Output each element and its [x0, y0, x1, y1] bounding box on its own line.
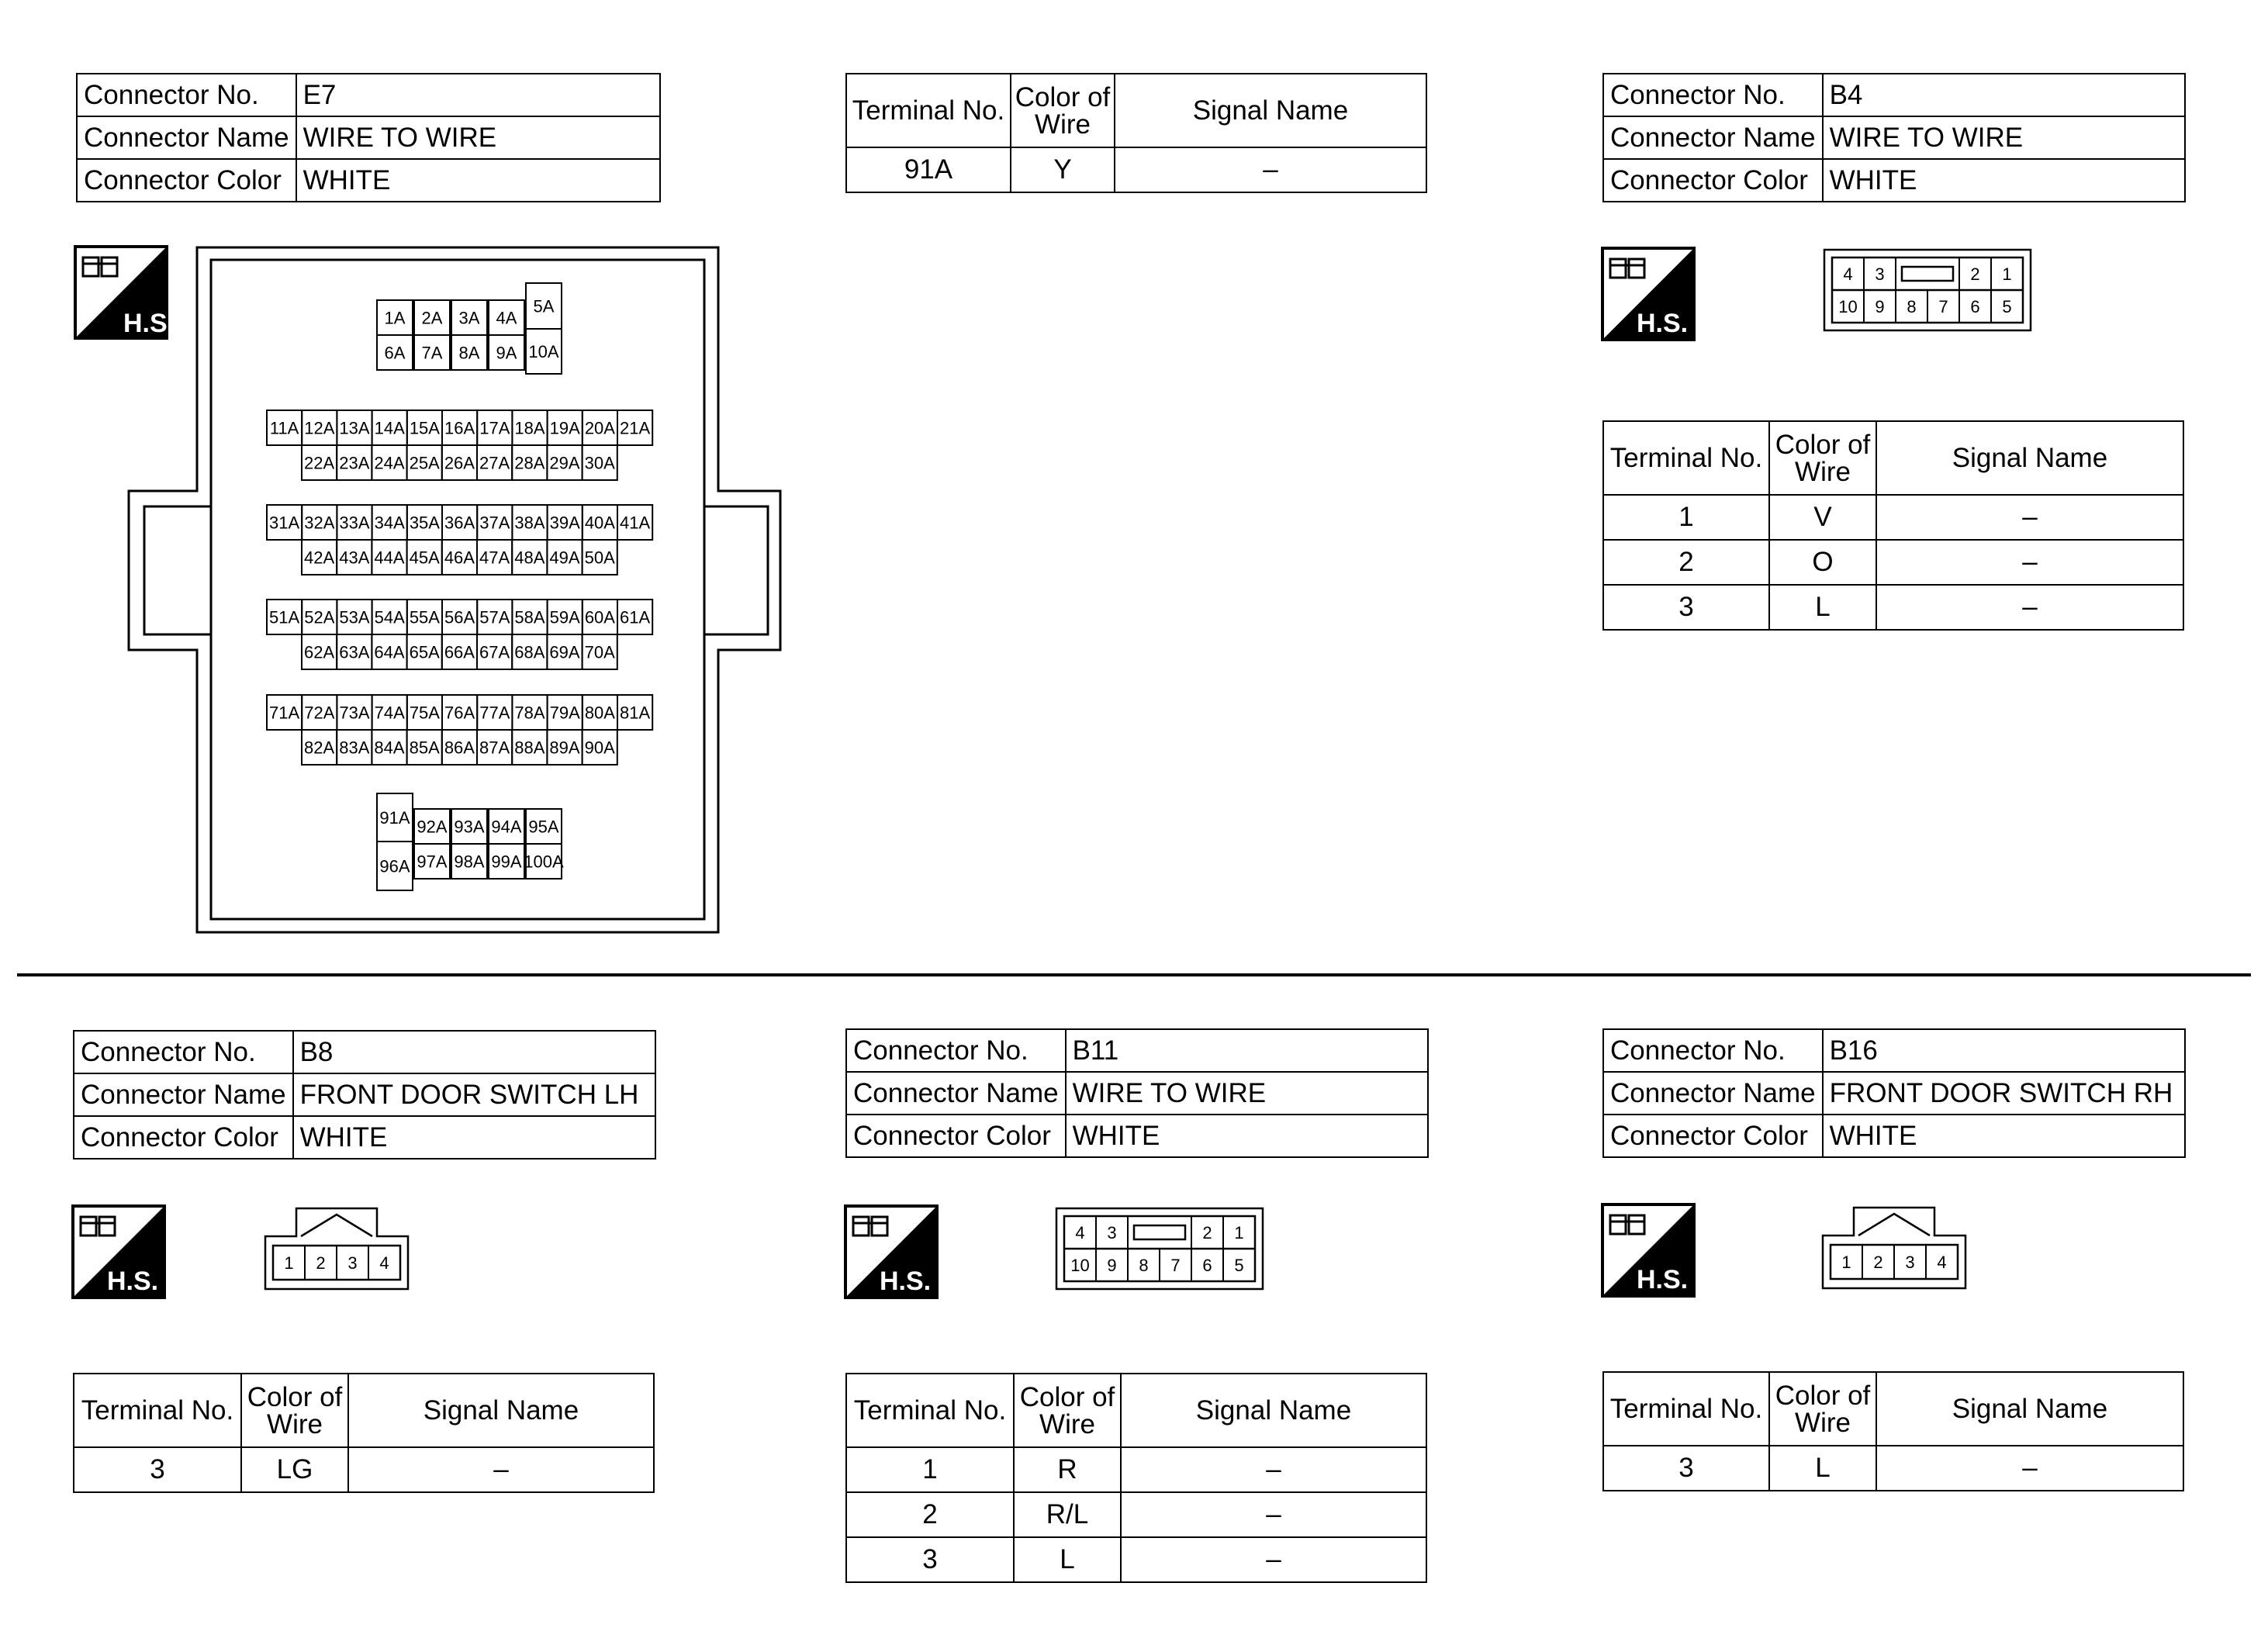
- pin-33A-label: 33A: [339, 513, 370, 533]
- pin-62A-label: 62A: [304, 642, 335, 662]
- connector-diagram-b4: [1823, 248, 2034, 334]
- value-connector-name: WIRE TO WIRE: [1066, 1072, 1428, 1115]
- pin-16A-label: 16A: [444, 418, 475, 438]
- header-terminal-no: Terminal No.: [846, 1374, 1014, 1447]
- pin-3-label: 3: [1875, 264, 1885, 284]
- pin-88A-label: 88A: [514, 738, 545, 758]
- pin-90A-label: 90A: [584, 738, 615, 758]
- pin-2-label: 2: [316, 1253, 326, 1273]
- svg-text:H.S.: H.S.: [880, 1267, 932, 1296]
- header-color-of-wire: Color of Wire: [1011, 74, 1115, 147]
- value-connector-no: B16: [1823, 1029, 2185, 1072]
- label-connector-color: Connector Color: [846, 1115, 1066, 1157]
- pin-8-label: 8: [1907, 296, 1917, 316]
- pin-78A-label: 78A: [514, 703, 545, 723]
- pin-3-label: 3: [347, 1253, 358, 1273]
- pin-55A-label: 55A: [409, 607, 440, 627]
- value-connector-name: FRONT DOOR SWITCH LH: [293, 1073, 655, 1116]
- pin-21A-label: 21A: [620, 418, 651, 438]
- pin-17A-label: 17A: [479, 418, 510, 438]
- label-connector-no: Connector No.: [74, 1031, 293, 1073]
- pin-11A-label: 11A: [269, 418, 299, 438]
- svg-text:H.S.: H.S.: [1637, 1265, 1689, 1294]
- pin-8-label: 8: [1139, 1255, 1149, 1275]
- pin-3-label: 3: [1107, 1222, 1117, 1242]
- pin-7-label: 7: [1170, 1255, 1181, 1275]
- connector-info-e7: [76, 73, 661, 202]
- pin-6-label: 6: [1970, 296, 1980, 316]
- cell-terminal: 91A: [846, 147, 1011, 192]
- label-connector-no: Connector No.: [1603, 1029, 1823, 1072]
- pin-2A-label: 2A: [421, 308, 443, 328]
- pin-8A-label: 8A: [458, 343, 480, 363]
- pin-79A-label: 79A: [549, 703, 580, 723]
- pin-6A-label: 6A: [384, 343, 406, 363]
- pin-36A-label: 36A: [444, 513, 475, 533]
- label-connector-color: Connector Color: [1603, 1115, 1823, 1157]
- pin-63A-label: 63A: [339, 642, 370, 662]
- pin-45A-label: 45A: [409, 548, 440, 568]
- pin-70A-label: 70A: [584, 642, 615, 662]
- header-signal-name: Signal Name: [1876, 421, 2183, 495]
- pin-81A-label: 81A: [620, 703, 651, 723]
- pin-35A-label: 35A: [409, 513, 440, 533]
- cell-signal: –: [1121, 1492, 1426, 1537]
- cell-signal: –: [1876, 540, 2183, 585]
- pin-5A-label: 5A: [533, 296, 555, 316]
- pin-38A-label: 38A: [514, 513, 545, 533]
- pin-89A-label: 89A: [549, 738, 580, 758]
- label-connector-name: Connector Name: [77, 116, 296, 159]
- label-connector-color: Connector Color: [77, 159, 296, 202]
- pin-3-label: 3: [1905, 1252, 1915, 1272]
- connector-diagram-b11: [1055, 1207, 1266, 1292]
- label-connector-name: Connector Name: [1603, 116, 1823, 159]
- value-connector-color: WHITE: [296, 159, 660, 202]
- svg-text:H.S.: H.S.: [123, 309, 175, 338]
- terminal-table-e7: [845, 73, 1427, 193]
- cell-terminal: 2: [846, 1492, 1014, 1537]
- pin-61A-label: 61A: [620, 607, 651, 627]
- cell-color: L: [1769, 1446, 1876, 1491]
- pin-60A-label: 60A: [584, 607, 615, 627]
- pin-95A-label: 95A: [528, 817, 559, 837]
- cell-terminal: 3: [74, 1447, 241, 1492]
- label-connector-color: Connector Color: [1603, 159, 1823, 202]
- terminal-table-b8: [73, 1373, 655, 1493]
- cell-signal: –: [1876, 495, 2183, 540]
- pin-75A-label: 75A: [409, 703, 440, 723]
- pin-32A-label: 32A: [304, 513, 335, 533]
- pin-41A-label: 41A: [620, 513, 651, 533]
- cell-terminal: 2: [1603, 540, 1769, 585]
- cell-terminal: 3: [846, 1537, 1014, 1582]
- pin-76A-label: 76A: [444, 703, 475, 723]
- pin-86A-label: 86A: [444, 738, 475, 758]
- pin-83A-label: 83A: [339, 738, 370, 758]
- pin-40A-label: 40A: [584, 513, 615, 533]
- header-terminal-no: Terminal No.: [846, 74, 1011, 147]
- pin-93A-label: 93A: [454, 817, 485, 837]
- pin-72A-label: 72A: [304, 703, 335, 723]
- section-divider: [17, 973, 2251, 976]
- connector-diagram-b8: [262, 1207, 411, 1292]
- pin-58A-label: 58A: [514, 607, 545, 627]
- cell-color: V: [1769, 495, 1876, 540]
- cell-terminal: 3: [1603, 585, 1769, 630]
- pin-53A-label: 53A: [339, 607, 370, 627]
- pin-7-label: 7: [1938, 296, 1948, 316]
- pin-48A-label: 48A: [514, 548, 545, 568]
- cell-terminal: 3: [1603, 1446, 1769, 1491]
- cell-color: Y: [1011, 147, 1115, 192]
- pin-66A-label: 66A: [444, 642, 475, 662]
- svg-text:H.S.: H.S.: [1637, 309, 1689, 338]
- pin-2-label: 2: [1970, 264, 1980, 284]
- pin-12A-label: 12A: [304, 418, 335, 438]
- terminal-table-b16: [1602, 1371, 2184, 1491]
- connector-info-b4: [1602, 73, 2186, 202]
- label-connector-name: Connector Name: [74, 1073, 293, 1116]
- value-connector-color: WHITE: [1823, 1115, 2185, 1157]
- pin-91A-label: 91A: [379, 807, 410, 828]
- cell-color: R/L: [1014, 1492, 1121, 1537]
- cell-color: LG: [241, 1447, 348, 1492]
- header-signal-name: Signal Name: [1121, 1374, 1426, 1447]
- pin-9-label: 9: [1107, 1255, 1117, 1275]
- label-connector-name: Connector Name: [846, 1072, 1066, 1115]
- lock-tab: [1902, 267, 1953, 281]
- cell-signal: –: [1115, 147, 1426, 192]
- value-connector-color: WHITE: [293, 1116, 655, 1159]
- pin-30A-label: 30A: [584, 453, 615, 473]
- pin-26A-label: 26A: [444, 453, 475, 473]
- header-signal-name: Signal Name: [348, 1374, 654, 1447]
- pin-82A-label: 82A: [304, 738, 335, 758]
- pin-10A-label: 10A: [528, 341, 559, 361]
- pin-4-label: 4: [1843, 264, 1853, 284]
- value-connector-no: E7: [296, 74, 660, 116]
- pin-97A-label: 97A: [417, 852, 448, 872]
- harness-side-icon: [845, 1206, 937, 1298]
- label-connector-no: Connector No.: [846, 1029, 1066, 1072]
- header-color-of-wire: Color of Wire: [1769, 421, 1876, 495]
- lock-tab: [1134, 1225, 1185, 1239]
- pin-4-label: 4: [379, 1253, 389, 1273]
- pin-20A-label: 20A: [584, 418, 615, 438]
- value-connector-no: B4: [1823, 74, 2185, 116]
- pin-24A-label: 24A: [374, 453, 405, 473]
- cell-color: O: [1769, 540, 1876, 585]
- connector-info-b16: [1602, 1028, 2186, 1158]
- pin-15A-label: 15A: [409, 418, 440, 438]
- cell-signal: –: [1876, 1446, 2183, 1491]
- pin-65A-label: 65A: [409, 642, 440, 662]
- pin-73A-label: 73A: [339, 703, 370, 723]
- pin-1-label: 1: [1841, 1252, 1851, 1272]
- connector-diagram-e7: [124, 244, 791, 935]
- pin-19A-label: 19A: [549, 418, 580, 438]
- pin-3A-label: 3A: [458, 308, 480, 328]
- header-color-of-wire: Color of Wire: [1014, 1374, 1121, 1447]
- value-connector-name: WIRE TO WIRE: [296, 116, 660, 159]
- pin-4A-label: 4A: [496, 308, 517, 328]
- pin-29A-label: 29A: [549, 453, 580, 473]
- svg-text:H.S.: H.S.: [107, 1267, 159, 1296]
- pin-59A-label: 59A: [549, 607, 580, 627]
- pin-69A-label: 69A: [549, 642, 580, 662]
- pin-14A-label: 14A: [374, 418, 405, 438]
- value-connector-name: FRONT DOOR SWITCH RH: [1823, 1072, 2185, 1115]
- value-connector-no: B11: [1066, 1029, 1428, 1072]
- pin-4-label: 4: [1075, 1222, 1085, 1242]
- pin-64A-label: 64A: [374, 642, 405, 662]
- pin-6-label: 6: [1202, 1255, 1212, 1275]
- cell-signal: –: [348, 1447, 654, 1492]
- pin-50A-label: 50A: [584, 548, 615, 568]
- cell-terminal: 1: [1603, 495, 1769, 540]
- cell-color: R: [1014, 1447, 1121, 1492]
- pin-85A-label: 85A: [409, 738, 440, 758]
- connector-diagram-b16: [1820, 1206, 1969, 1291]
- pin-22A-label: 22A: [304, 453, 335, 473]
- header-color-of-wire: Color of Wire: [1769, 1372, 1876, 1446]
- pin-5-label: 5: [1234, 1255, 1244, 1275]
- cell-color: L: [1014, 1537, 1121, 1582]
- pin-4-label: 4: [1937, 1252, 1947, 1272]
- pin-1-label: 1: [2002, 264, 2012, 284]
- pin-54A-label: 54A: [374, 607, 405, 627]
- cell-signal: –: [1876, 585, 2183, 630]
- value-connector-no: B8: [293, 1031, 655, 1073]
- pin-80A-label: 80A: [584, 703, 615, 723]
- pin-56A-label: 56A: [444, 607, 475, 627]
- pin-57A-label: 57A: [479, 607, 510, 627]
- pin-84A-label: 84A: [374, 738, 405, 758]
- pin-7A-label: 7A: [421, 343, 443, 363]
- pin-1-label: 1: [1234, 1222, 1244, 1242]
- value-connector-color: WHITE: [1823, 159, 2185, 202]
- pin-5-label: 5: [2002, 296, 2012, 316]
- pin-51A-label: 51A: [269, 607, 300, 627]
- harness-side-icon: [73, 1206, 164, 1298]
- pin-31A-label: 31A: [269, 513, 300, 533]
- pin-25A-label: 25A: [409, 453, 440, 473]
- pin-92A-label: 92A: [417, 817, 448, 837]
- value-connector-name: WIRE TO WIRE: [1823, 116, 2185, 159]
- pin-28A-label: 28A: [514, 453, 545, 473]
- pin-43A-label: 43A: [339, 548, 370, 568]
- pin-71A-label: 71A: [269, 703, 300, 723]
- pin-2-label: 2: [1873, 1252, 1883, 1272]
- value-connector-color: WHITE: [1066, 1115, 1428, 1157]
- pin-42A-label: 42A: [304, 548, 335, 568]
- pin-13A-label: 13A: [339, 418, 370, 438]
- cell-signal: –: [1121, 1447, 1426, 1492]
- pin-100A-label: 100A: [524, 852, 564, 872]
- pin-9A-label: 9A: [496, 343, 517, 363]
- terminal-table-b4: [1602, 420, 2184, 631]
- pin-46A-label: 46A: [444, 548, 475, 568]
- pin-10-label: 10: [1838, 296, 1858, 316]
- harness-side-icon: [1602, 248, 1694, 340]
- header-color-of-wire: Color of Wire: [241, 1374, 348, 1447]
- pin-68A-label: 68A: [514, 642, 545, 662]
- pin-67A-label: 67A: [479, 642, 510, 662]
- header-terminal-no: Terminal No.: [74, 1374, 241, 1447]
- connector-info-b11: [845, 1028, 1429, 1158]
- pin-74A-label: 74A: [374, 703, 405, 723]
- header-terminal-no: Terminal No.: [1603, 421, 1769, 495]
- cell-signal: –: [1121, 1537, 1426, 1582]
- terminal-table-b11: [845, 1373, 1427, 1583]
- harness-side-icon: [1602, 1204, 1694, 1296]
- header-signal-name: Signal Name: [1876, 1372, 2183, 1446]
- header-signal-name: Signal Name: [1115, 74, 1426, 147]
- pin-87A-label: 87A: [479, 738, 510, 758]
- pin-34A-label: 34A: [374, 513, 405, 533]
- pin-39A-label: 39A: [549, 513, 580, 533]
- pin-77A-label: 77A: [479, 703, 510, 723]
- pin-23A-label: 23A: [339, 453, 370, 473]
- pin-1-label: 1: [284, 1253, 294, 1273]
- pin-47A-label: 47A: [479, 548, 510, 568]
- pin-2-label: 2: [1202, 1222, 1212, 1242]
- cell-color: L: [1769, 585, 1876, 630]
- label-connector-name: Connector Name: [1603, 1072, 1823, 1115]
- connector-info-b8: [73, 1030, 656, 1160]
- cell-terminal: 1: [846, 1447, 1014, 1492]
- pin-99A-label: 99A: [491, 852, 522, 872]
- pin-94A-label: 94A: [491, 817, 522, 837]
- pin-96A-label: 96A: [379, 856, 410, 876]
- pin-10-label: 10: [1070, 1255, 1090, 1275]
- pin-49A-label: 49A: [549, 548, 580, 568]
- pin-27A-label: 27A: [479, 453, 510, 473]
- label-connector-no: Connector No.: [77, 74, 296, 116]
- header-terminal-no: Terminal No.: [1603, 1372, 1769, 1446]
- label-connector-no: Connector No.: [1603, 74, 1823, 116]
- pin-37A-label: 37A: [479, 513, 510, 533]
- label-connector-color: Connector Color: [74, 1116, 293, 1159]
- pin-18A-label: 18A: [514, 418, 545, 438]
- pin-9-label: 9: [1875, 296, 1885, 316]
- pin-52A-label: 52A: [304, 607, 335, 627]
- pin-44A-label: 44A: [374, 548, 405, 568]
- pin-1A-label: 1A: [384, 308, 406, 328]
- pin-98A-label: 98A: [454, 852, 485, 872]
